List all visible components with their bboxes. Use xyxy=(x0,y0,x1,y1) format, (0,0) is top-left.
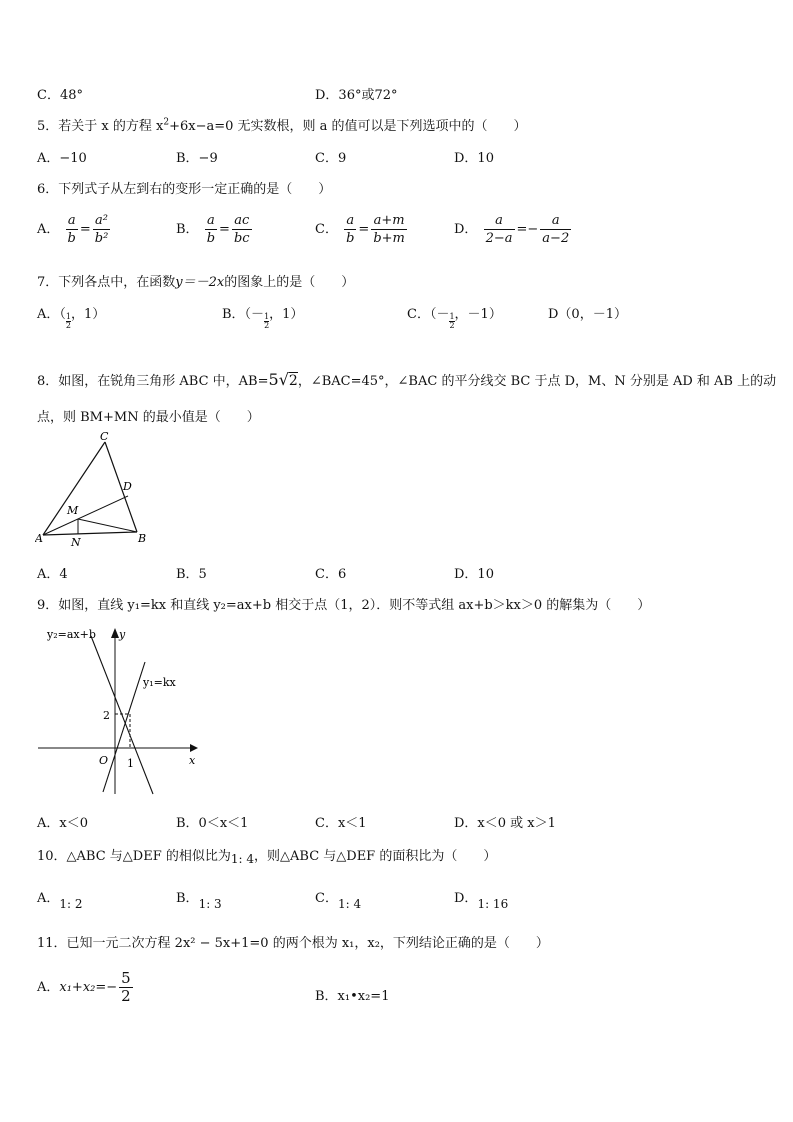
label-a: A xyxy=(35,532,43,545)
q11-option-a: A．x₁+x₂=− $\frac{5}{2}$ xyxy=(37,969,131,1005)
q7-option-d: D（0，－1） xyxy=(548,307,627,322)
q9-graph-figure xyxy=(35,622,205,797)
q9-stem: 9．如图，直线 y₁=kx 和直线 y₂=ax+b 相交于点（1，2）．则不等式组 ax+b＞kx＞0 的解集为（ ） xyxy=(37,598,651,613)
q7-option-c: C．（$-\frac{1}{2}$ ，－1） xyxy=(407,307,502,330)
q7-option-a: A．（$\frac{1}{2}$ ，1） xyxy=(37,307,106,330)
q10-option-b: B．1: 3 xyxy=(176,891,222,911)
label-one: 1 xyxy=(127,757,134,770)
label-o: O xyxy=(99,754,109,767)
q6-option-a: A． $\frac{a}{b}$ = $\frac{\text{a²}}{\text{b²}}$ xyxy=(37,213,109,246)
q8-option-c: C．6 xyxy=(315,567,347,582)
q8-stem-line1: 8．如图，在锐角三角形 ABC 中，AB=5√2，∠BAC=45°，∠BAC 的平分线交 BC 于点 D，M、N 分别是 AD 和 AB 上的动 xyxy=(37,370,777,389)
label-y1: y₁=kx xyxy=(143,676,176,689)
side-cb xyxy=(105,442,137,532)
label-n: N xyxy=(71,536,81,549)
q9-option-d: D．x＜0 或 x＞1 xyxy=(454,816,556,831)
q8-stem-line2: 点，则 BM+MN 的最小值是（ ） xyxy=(37,410,260,425)
q10-option-d: D．1: 16 xyxy=(454,891,509,911)
label-m: M xyxy=(67,504,79,517)
q11-stem: 11．已知一元二次方程 2x² − 5x+1=0 的两个根为 x₁，x₂，下列结论正确的是（ ） xyxy=(37,936,549,951)
q5-option-a: A．−10 xyxy=(37,151,87,166)
q4-option-d: D．36°或72° xyxy=(315,88,398,103)
label-d: D xyxy=(123,480,132,493)
q7-option-b: B．（$-\frac{1}{2}$ ，1） xyxy=(222,307,304,330)
label-x: x xyxy=(189,754,196,767)
label-two: 2 xyxy=(103,709,110,722)
q10-stem: 10．△ABC 与△DEF 的相似比为1: 4，则△ABC 与△DEF 的面积比为（ ） xyxy=(37,849,497,866)
q6-option-b: B． $\frac{a}{b}$ = $\frac{ac}{bc}$ xyxy=(176,213,250,246)
q8-triangle-figure xyxy=(35,430,155,550)
q5-option-d: D．10 xyxy=(454,151,494,166)
q4-option-c: C．48° xyxy=(37,88,83,103)
q9-option-b: B．0＜x＜1 xyxy=(176,816,249,831)
q9-option-a: A．x＜0 xyxy=(37,816,88,831)
q6-option-c: C． $\frac{a}{b}$ = $\frac{a+m}{b+m}$ xyxy=(315,213,405,246)
q5-option-b: B．−9 xyxy=(176,151,218,166)
y-axis-arrow xyxy=(111,628,119,638)
q8-option-b: B．5 xyxy=(176,567,207,582)
q10-option-c: C．1: 4 xyxy=(315,891,362,911)
q6-stem: 6．下列式子从左到右的变形一定正确的是（ ） xyxy=(37,182,332,197)
q11-option-b: B．x₁•x₂=1 xyxy=(315,989,390,1004)
label-y2: y₂=ax+b xyxy=(47,628,96,641)
q6-option-d: D． $\frac{a}{2-a}$ =− $\frac{a}{a-2}$ xyxy=(454,213,570,246)
segment-bm xyxy=(78,519,137,532)
x-axis-arrow xyxy=(190,744,198,752)
label-b: B xyxy=(138,532,147,545)
q7-stem: 7．下列各点中，在函数y＝－2x的图象上的是（ ） xyxy=(37,275,355,290)
q5-stem: 5．若关于 x 的方程 $x^2+6x-a=0$ 无实数根，则 a 的值可以是下列选项中的（ ） xyxy=(37,117,527,134)
q10-option-a: A．1: 2 xyxy=(37,891,83,911)
q8-option-a: A．4 xyxy=(37,567,68,582)
line-y2 xyxy=(91,636,153,794)
label-c: C xyxy=(100,430,109,443)
q8-option-d: D．10 xyxy=(454,567,494,582)
q5-option-c: C．9 xyxy=(315,151,347,166)
q9-option-c: C．x＜1 xyxy=(315,816,367,831)
side-ab xyxy=(43,532,137,535)
label-y: y xyxy=(119,628,126,641)
